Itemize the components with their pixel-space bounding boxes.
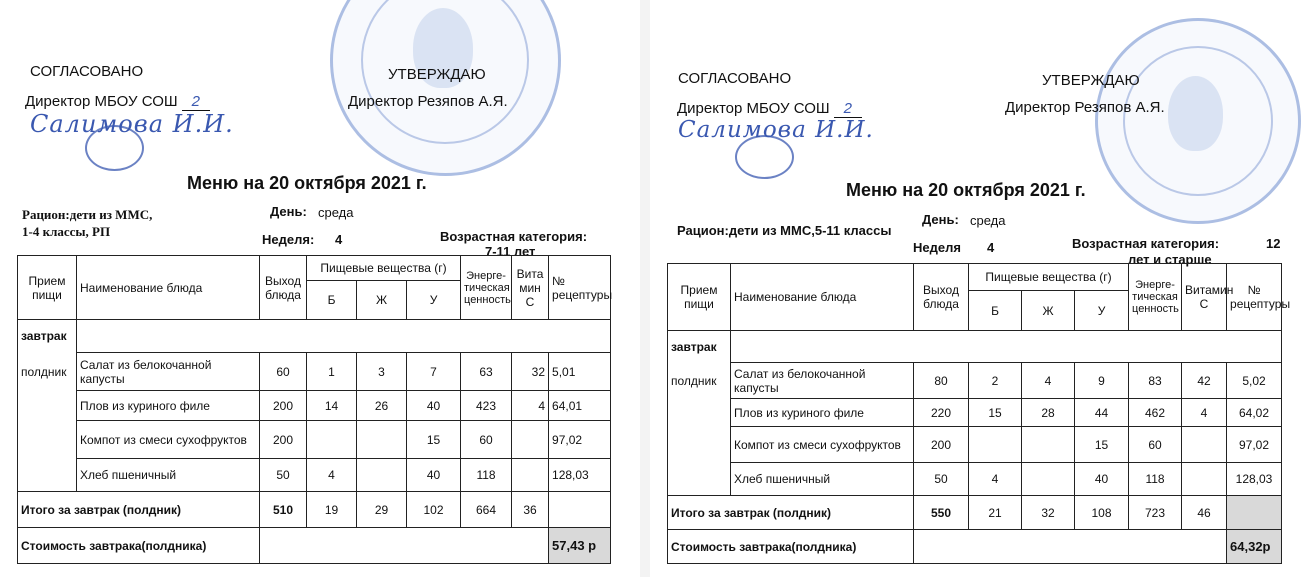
dish-yield: 80: [914, 363, 969, 399]
dish-name: Плов из куриного филе: [77, 391, 260, 421]
dish-protein: 4: [307, 459, 357, 492]
col-header-carbs: У: [1075, 291, 1129, 331]
total-label: Итого за завтрак (полдник): [18, 492, 260, 528]
dish-vitamin: [512, 421, 549, 459]
dish-energy: 63: [461, 353, 512, 391]
signature-flourish: [735, 135, 794, 179]
confirm-director: Директор Резяпов А.Я.: [1005, 99, 1165, 116]
signature-flourish: [85, 125, 144, 171]
dish-vitamin: 42: [1182, 363, 1227, 399]
dish-name: Хлеб пшеничный: [77, 459, 260, 492]
dish-energy: 423: [461, 391, 512, 421]
dish-recipe: 128,03: [1227, 463, 1282, 496]
table-row: [668, 399, 1282, 427]
total-protein: 19: [307, 492, 357, 528]
dish-carbs: 40: [407, 391, 461, 421]
empty-cell: [77, 320, 611, 353]
cost-row: [18, 528, 611, 564]
table-row: [18, 391, 611, 421]
dish-vitamin: [1182, 427, 1227, 463]
dish-recipe: 64,01: [549, 391, 611, 421]
dish-carbs: 40: [407, 459, 461, 492]
ration-line-1: Рацион:дети из ММС,5-11 классы: [677, 223, 892, 238]
meal-row-breakfast: [668, 331, 1282, 363]
total-fat: 32: [1022, 496, 1075, 530]
meal-breakfast-label: завтрак: [668, 331, 731, 363]
dish-yield: 60: [260, 353, 307, 391]
day-label: День:: [270, 204, 307, 219]
director-signature: Салимова И.И.: [30, 110, 234, 138]
meal-cell-empty: [668, 399, 731, 427]
total-energy: 664: [461, 492, 512, 528]
day-value: среда: [318, 205, 354, 220]
dish-fat: [1022, 427, 1075, 463]
dish-vitamin: 4: [1182, 399, 1227, 427]
dish-energy: 118: [1129, 463, 1182, 496]
meal-cell-empty: [18, 391, 77, 421]
dish-vitamin: 4: [512, 391, 549, 421]
dish-fat: [357, 421, 407, 459]
dish-yield: 50: [914, 463, 969, 496]
approved-label: СОГЛАСОВАНО: [30, 63, 144, 80]
col-header-energy: Энерге-тическая ценность: [461, 256, 512, 320]
age-category-value: 7-11 лет: [485, 244, 536, 259]
col-header-recipe: № рецептуры: [549, 256, 611, 320]
dish-protein: 14: [307, 391, 357, 421]
age-category-label: Возрастная категория:: [440, 229, 588, 244]
col-header-meal: Прием пищи: [18, 256, 77, 320]
table-row: [668, 463, 1282, 496]
confirm-label: УТВЕРЖДАЮ: [1042, 72, 1140, 89]
table-row: [668, 363, 1282, 399]
col-header-nutrients: Пищевые вещества (г): [969, 264, 1129, 291]
dish-recipe: 97,02: [1227, 427, 1282, 463]
dish-protein: 2: [969, 363, 1022, 399]
col-header-fat: Ж: [357, 281, 407, 320]
col-header-energy: Энерге-тическая ценность: [1129, 264, 1182, 331]
meal-cell-empty: [18, 421, 77, 459]
meal-snack-label: полдник: [18, 353, 77, 391]
dish-name: Плов из куриного филе: [731, 399, 914, 427]
meal-cell-empty: [668, 427, 731, 463]
week-value: 4: [987, 240, 995, 255]
total-carbs: 108: [1075, 496, 1129, 530]
dish-yield: 200: [914, 427, 969, 463]
dish-energy: 60: [1129, 427, 1182, 463]
page-gutter: [640, 0, 650, 577]
cost-value: 64,32р: [1227, 530, 1282, 564]
dish-protein: [307, 421, 357, 459]
dish-recipe: 128,03: [549, 459, 611, 492]
menu-table: [17, 255, 611, 564]
dish-carbs: 44: [1075, 399, 1129, 427]
dish-fat: [357, 459, 407, 492]
table-row: [18, 421, 611, 459]
age-category-label: Возрастная категория:: [1072, 236, 1220, 251]
cost-row: [668, 530, 1282, 564]
total-recipe: [1227, 496, 1282, 530]
col-header-dish: Наименование блюда: [731, 264, 914, 331]
cost-value: 57,43 р: [549, 528, 611, 564]
dish-carbs: 7: [407, 353, 461, 391]
col-header-yield: Выход блюда: [260, 256, 307, 320]
table-row: [18, 459, 611, 492]
school-number: 2: [834, 100, 862, 118]
meal-row-breakfast: [18, 320, 611, 353]
menu-sheet-left: [0, 0, 640, 577]
total-row: [668, 496, 1282, 530]
col-header-vitamin: Витамин С: [1182, 264, 1227, 331]
table-row: [18, 353, 611, 391]
dish-yield: 220: [914, 399, 969, 427]
dish-fat: 28: [1022, 399, 1075, 427]
dish-name: Салат из белокочанной капусты: [77, 353, 260, 391]
dish-vitamin: [512, 459, 549, 492]
dish-vitamin: 32: [512, 353, 549, 391]
menu-sheet-right: [650, 0, 1289, 577]
meal-cell-empty: [18, 459, 77, 492]
total-yield: 510: [260, 492, 307, 528]
dish-fat: 3: [357, 353, 407, 391]
total-fat: 29: [357, 492, 407, 528]
dish-recipe: 5,02: [1227, 363, 1282, 399]
total-vitamin: 36: [512, 492, 549, 528]
confirm-label: УТВЕРЖДАЮ: [388, 66, 486, 83]
day-label: День:: [922, 212, 959, 227]
cost-label: Стоимость завтрака(полдника): [18, 528, 260, 564]
meal-breakfast-label: завтрак: [18, 320, 77, 353]
col-header-carbs: У: [407, 281, 461, 320]
col-header-protein: Б: [969, 291, 1022, 331]
dish-fat: 26: [357, 391, 407, 421]
dish-recipe: 64,02: [1227, 399, 1282, 427]
col-header-yield: Выход блюда: [914, 264, 969, 331]
dish-recipe: 5,01: [549, 353, 611, 391]
dish-energy: 118: [461, 459, 512, 492]
day-value: среда: [970, 213, 1006, 228]
dish-carbs: 9: [1075, 363, 1129, 399]
dish-energy: 83: [1129, 363, 1182, 399]
dish-carbs: 15: [1075, 427, 1129, 463]
col-header-dish: Наименование блюда: [77, 256, 260, 320]
week-value: 4: [335, 232, 343, 247]
page-title: Меню на 20 октября 2021 г.: [187, 173, 427, 193]
col-header-vitamin: Вита мин С: [512, 256, 549, 320]
meal-snack-label: полдник: [668, 363, 731, 399]
total-protein: 21: [969, 496, 1022, 530]
approved-label: СОГЛАСОВАНО: [678, 70, 792, 87]
school-seal-stamp: [330, 0, 561, 176]
total-row: [18, 492, 611, 528]
total-energy: 723: [1129, 496, 1182, 530]
dish-energy: 60: [461, 421, 512, 459]
director-signature: Салимова И.И.: [678, 117, 874, 143]
age-category-value: лет и старше: [1128, 252, 1212, 267]
dish-protein: 1: [307, 353, 357, 391]
total-vitamin: 46: [1182, 496, 1227, 530]
dish-protein: 15: [969, 399, 1022, 427]
dish-name: Хлеб пшеничный: [731, 463, 914, 496]
col-header-meal: Прием пищи: [668, 264, 731, 331]
director-line: Директор МБОУ СОШ 2: [677, 100, 862, 118]
dish-recipe: 97,02: [549, 421, 611, 459]
meal-cell-empty: [668, 463, 731, 496]
ration-line-1: Рацион:дети из ММС,: [22, 207, 153, 222]
director-line: Директор МБОУ СОШ 2: [25, 93, 210, 111]
dish-name: Салат из белокочанной капусты: [731, 363, 914, 399]
dish-fat: [1022, 463, 1075, 496]
dish-carbs: 40: [1075, 463, 1129, 496]
dish-protein: [969, 427, 1022, 463]
dish-name: Компот из смеси сухофруктов: [731, 427, 914, 463]
dish-energy: 462: [1129, 399, 1182, 427]
table-row: [668, 427, 1282, 463]
col-header-protein: Б: [307, 281, 357, 320]
dish-fat: 4: [1022, 363, 1075, 399]
empty-cell: [260, 528, 549, 564]
total-label: Итого за завтрак (полдник): [668, 496, 914, 530]
dish-vitamin: [1182, 463, 1227, 496]
confirm-director: Директор Резяпов А.Я.: [348, 93, 508, 110]
dish-name: Компот из смеси сухофруктов: [77, 421, 260, 459]
page-title: Меню на 20 октября 2021 г.: [846, 180, 1086, 200]
dish-yield: 50: [260, 459, 307, 492]
header-row: [18, 256, 611, 281]
dish-protein: 4: [969, 463, 1022, 496]
empty-cell: [914, 530, 1227, 564]
ration-line-2: 1-4 классы, РП: [22, 224, 111, 239]
col-header-fat: Ж: [1022, 291, 1075, 331]
total-recipe: [549, 492, 611, 528]
col-header-recipe: № рецептуры: [1227, 264, 1282, 331]
school-seal-stamp: [1095, 18, 1301, 224]
col-header-nutrients: Пищевые вещества (г): [307, 256, 461, 281]
dish-carbs: 15: [407, 421, 461, 459]
dish-yield: 200: [260, 421, 307, 459]
week-label: Неделя: [913, 240, 961, 255]
school-number: 2: [182, 93, 210, 111]
header-row: [668, 264, 1282, 291]
empty-cell: [731, 331, 1282, 363]
total-carbs: 102: [407, 492, 461, 528]
week-label: Неделя:: [262, 232, 315, 247]
menu-table: [667, 263, 1291, 564]
age-category-number: 12: [1266, 236, 1281, 251]
cost-label: Стоимость завтрака(полдника): [668, 530, 914, 564]
dish-yield: 200: [260, 391, 307, 421]
total-yield: 550: [914, 496, 969, 530]
